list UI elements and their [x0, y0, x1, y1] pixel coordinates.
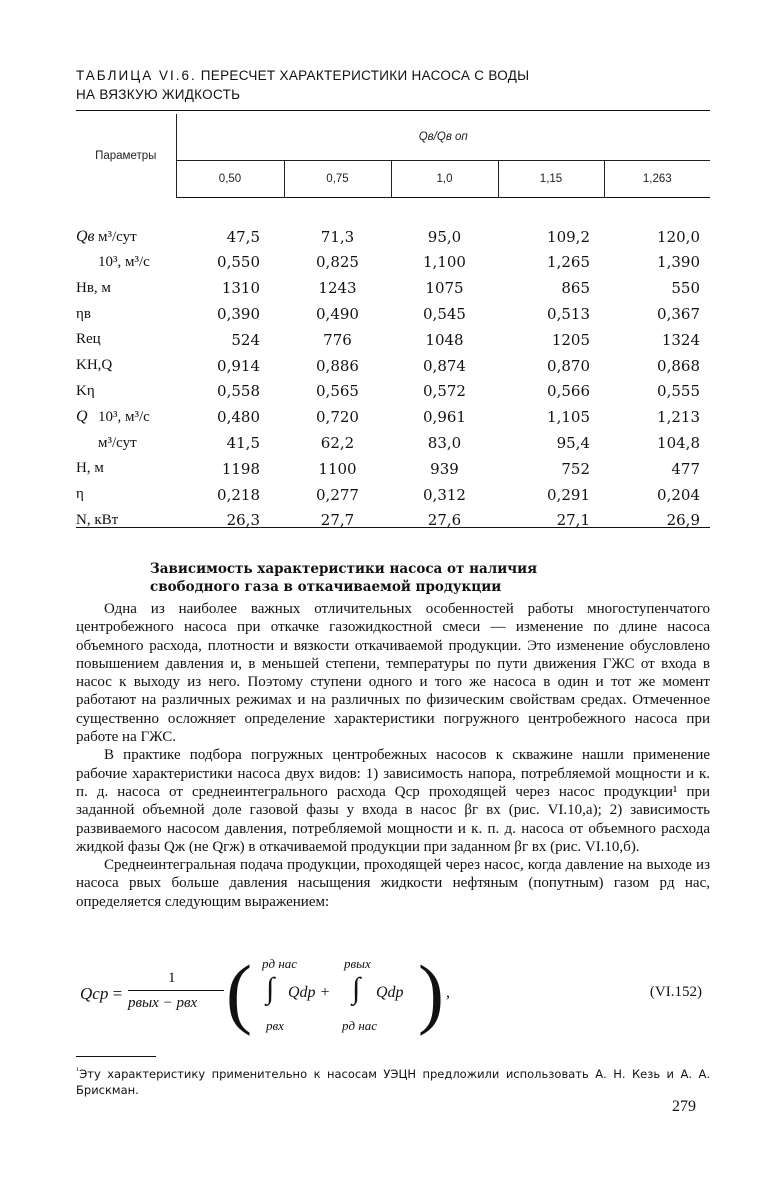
row-label: N, кВт: [76, 511, 119, 528]
table-cell: 0,720: [316, 408, 359, 427]
table-cell: 95,0: [427, 227, 462, 246]
row-parameter: [76, 482, 176, 508]
paragraph-3: Среднеинтегральная подача продукции, проходящей через насос, когда давление на выходе из насоса pвых больше давления насыщения жидкости нефтяным (попутным) газом pд нас, определяется следующим выражением:: [76, 857, 710, 910]
table-cell: 0,291: [547, 485, 590, 504]
column-header: 1,263: [604, 161, 710, 198]
table-row: [76, 301, 710, 327]
formula-comma: ,: [446, 984, 450, 1001]
table-cell: 0,545: [423, 305, 466, 324]
table-cell: 120,0: [657, 227, 700, 246]
row-label: 10³, м³/с: [98, 253, 150, 270]
param-header: Параметры: [95, 149, 157, 162]
table-caption-text: ПЕРЕСЧЕТ ХАРАКТЕРИСТИКИ НАСОСА С ВОДЫ: [200, 68, 530, 83]
table-row: [76, 327, 710, 353]
table-cell: 27,6: [427, 511, 462, 530]
table-row: [76, 224, 710, 250]
row-parameter: [76, 379, 176, 405]
table-row: [76, 508, 710, 534]
table-cell: 83,0: [427, 434, 462, 453]
table-cell: 41,5: [226, 434, 260, 453]
table-cell: 62,2: [320, 434, 355, 453]
table-cell: 1198: [221, 459, 260, 478]
table-cell: 109,2: [547, 227, 590, 246]
table-cell: 0,565: [316, 382, 359, 401]
table-cell: 0,566: [547, 382, 590, 401]
row-label: Reц: [76, 331, 101, 348]
table-cell: 0,555: [657, 382, 700, 401]
table-cell: 1310: [221, 279, 260, 298]
row-parameter: [76, 353, 176, 379]
formula-fraction-bar: [128, 990, 224, 991]
page-number: 279: [672, 1098, 696, 1115]
row-parameter: [76, 327, 176, 353]
formula-close-paren: ): [418, 949, 444, 1036]
table-row: [76, 456, 710, 482]
formula-int2-lower: pд нас: [342, 1018, 378, 1033]
formula-int1-lower: pвх: [266, 1018, 284, 1033]
table-cell: 0,490: [316, 305, 359, 324]
paragraph-2: В практике подбора погружных центробежных насосов к скважине нашли применение рабочие характеристики насоса двух видов: 1) зависимость напора, потребляемой мощности и к. п. д. насоса от среднеинтегрального расхода Qср проходящей через насос продукции¹ при заданной объемной доле газовой фазы у входа в насос βг вх (рис. VI.10,а); 2) зависимость развиваемого насосом давления, потребляемой мощности и к. п. д. насоса от объемного расхода жидкой фазы Qж (не Qгж) в откачиваемой продукции при заданном βг вх (рис. VI.10,б).: [76, 747, 710, 855]
table-cell: 0,550: [217, 253, 260, 272]
table-cell: 0,961: [423, 408, 466, 427]
group-header-label: Qв/Qв оп: [418, 131, 468, 143]
table-caption: [76, 66, 716, 104]
row-parameter: [76, 301, 176, 327]
table-cell: 776: [323, 330, 352, 349]
table-row: [76, 250, 710, 276]
paragraph-1: Одна из наиболее важных отличительных особенностей работы многоступенчатого центробежного насоса при откачке газожидкостной смеси — изменение по длине насоса объемного расхода, плотности и вязкости откачиваемой продукции. Это изменение обусловлено повышением давления и, в меньшей степени, температуры по пути движения ГЖС от входа в насос к выходу из него. Поэтому ступени одного и того же насоса в один и тот же момент работают на различных режимах и на различных по физическим свойствам средах. Отмеченное существенно осложняет определение характеристики погружного центробежного насоса при работе на ГЖС.: [76, 601, 710, 746]
table-top-rule: [76, 110, 710, 111]
row-parameter: [76, 508, 176, 534]
table-cell: 26,9: [666, 511, 700, 530]
row-parameter: [76, 224, 176, 250]
row-label: 10³, м³/с: [98, 409, 150, 426]
table-cell: 524: [231, 330, 260, 349]
formula-lhs: Qср =: [80, 984, 123, 1003]
row-parameter: [76, 275, 176, 301]
table-cell: 0,572: [423, 382, 466, 401]
table-cell: 0,312: [423, 485, 466, 504]
row-label: H, м: [76, 460, 104, 477]
formula-number: (VI.152): [649, 984, 702, 1000]
footnote-mark: ¹: [76, 1066, 80, 1075]
formula-denominator: pвых − pвх: [128, 995, 198, 1011]
table-cell: 1324: [661, 330, 700, 349]
table-cell: 0,218: [217, 485, 260, 504]
table-cell: 1,105: [547, 408, 590, 427]
table-cell: 1,213: [657, 408, 700, 427]
table-cell: 27,7: [320, 511, 355, 530]
body-text: [76, 600, 710, 911]
integral-2-icon: ∫: [352, 972, 361, 1005]
table-cell: 1243: [318, 279, 357, 298]
table-cell: 71,3: [320, 227, 355, 246]
table-row: [76, 353, 710, 379]
table-row: [76, 275, 710, 301]
table-row: [76, 404, 710, 430]
table-cell: 865: [561, 279, 590, 298]
table-caption-line2: НА ВЯЗКУЮ ЖИДКОСТЬ: [76, 87, 241, 102]
table-cell: 0,868: [657, 356, 700, 375]
table-cell: 477: [671, 459, 700, 478]
table-cell: 0,870: [547, 356, 590, 375]
table-body: [76, 198, 710, 534]
column-header: 1,15: [498, 161, 604, 198]
footnote-rule: [76, 1056, 156, 1057]
table-cell: 0,204: [657, 485, 700, 504]
table-cell: 550: [671, 279, 700, 298]
formula-open-paren: (: [226, 949, 252, 1036]
table-cell: 1048: [425, 330, 464, 349]
section-title-line1: Зависимость характеристики насоса от наличия: [150, 561, 538, 577]
group-header: [176, 114, 710, 161]
column-header: 1,0: [391, 161, 498, 198]
formula-int2-upper: pвых: [344, 956, 371, 971]
row-label: м³/сут: [98, 434, 137, 451]
row-label: KH,Q: [76, 357, 113, 374]
integral-1-icon: ∫: [266, 972, 275, 1005]
table-cell: 1,390: [657, 253, 700, 272]
table-cell: 27,1: [556, 511, 590, 530]
row-label: ηв: [76, 305, 91, 322]
formula-term2: Qdp: [376, 984, 404, 1001]
table-cell: 1075: [425, 279, 464, 298]
table-cell: 104,8: [657, 434, 700, 453]
table-cell: 0,513: [547, 305, 590, 324]
table-cell: 0,480: [217, 408, 260, 427]
table-cell: 1,100: [423, 253, 466, 272]
table-cell: 0,914: [217, 356, 260, 375]
table-cell: 47,5: [226, 227, 260, 246]
table-cell: 939: [430, 459, 459, 478]
table-cell: 95,4: [556, 434, 590, 453]
table-caption-lead: ТАБЛИЦА VI.6.: [76, 68, 197, 83]
table-cell: 0,874: [423, 356, 466, 375]
section-title: [120, 560, 690, 596]
footnote: [76, 1063, 710, 1098]
row-symbol: Qв: [76, 227, 95, 245]
row-label: η: [76, 486, 84, 503]
row-label: м³/сут: [98, 228, 137, 245]
row-label: Hв, м: [76, 279, 111, 296]
table-row: [76, 379, 710, 405]
table-cell: 0,390: [217, 305, 260, 324]
table-cell: 0,886: [316, 356, 359, 375]
row-parameter: [76, 250, 176, 276]
table-cell: 1205: [551, 330, 590, 349]
data-table: [76, 114, 710, 533]
formula-vi152: [76, 948, 710, 1038]
row-parameter: [76, 430, 176, 456]
table-cell: 0,558: [217, 382, 260, 401]
table-cell: 752: [561, 459, 590, 478]
row-parameter: [76, 456, 176, 482]
table-cell: 0,367: [657, 305, 700, 324]
table-cell: 26,3: [226, 511, 260, 530]
row-label: Kη: [76, 382, 95, 399]
formula-term1: Qdp +: [288, 984, 331, 1001]
table-cell: 0,825: [316, 253, 359, 272]
section-title-line2: свободного газа в откачиваемой продукции: [150, 579, 502, 595]
row-parameter: [76, 404, 176, 430]
formula-numerator: 1: [168, 970, 176, 986]
table-cell: 1100: [318, 459, 357, 478]
column-header: 0,75: [284, 161, 391, 198]
table-row: [76, 482, 710, 508]
footnote-text: Эту характеристику применительно к насосам УЭЦН предложили использовать А. Н. Кезь и А. А. Брискман.: [76, 1066, 710, 1097]
table-row: [76, 430, 710, 456]
row-symbol: Q: [76, 408, 88, 426]
table-cell: 1,265: [547, 253, 590, 272]
formula-int1-upper: pд нас: [262, 956, 298, 971]
table-bottom-rule: [76, 527, 710, 528]
table-cell: 0,277: [316, 485, 359, 504]
column-header: 0,50: [176, 161, 284, 198]
